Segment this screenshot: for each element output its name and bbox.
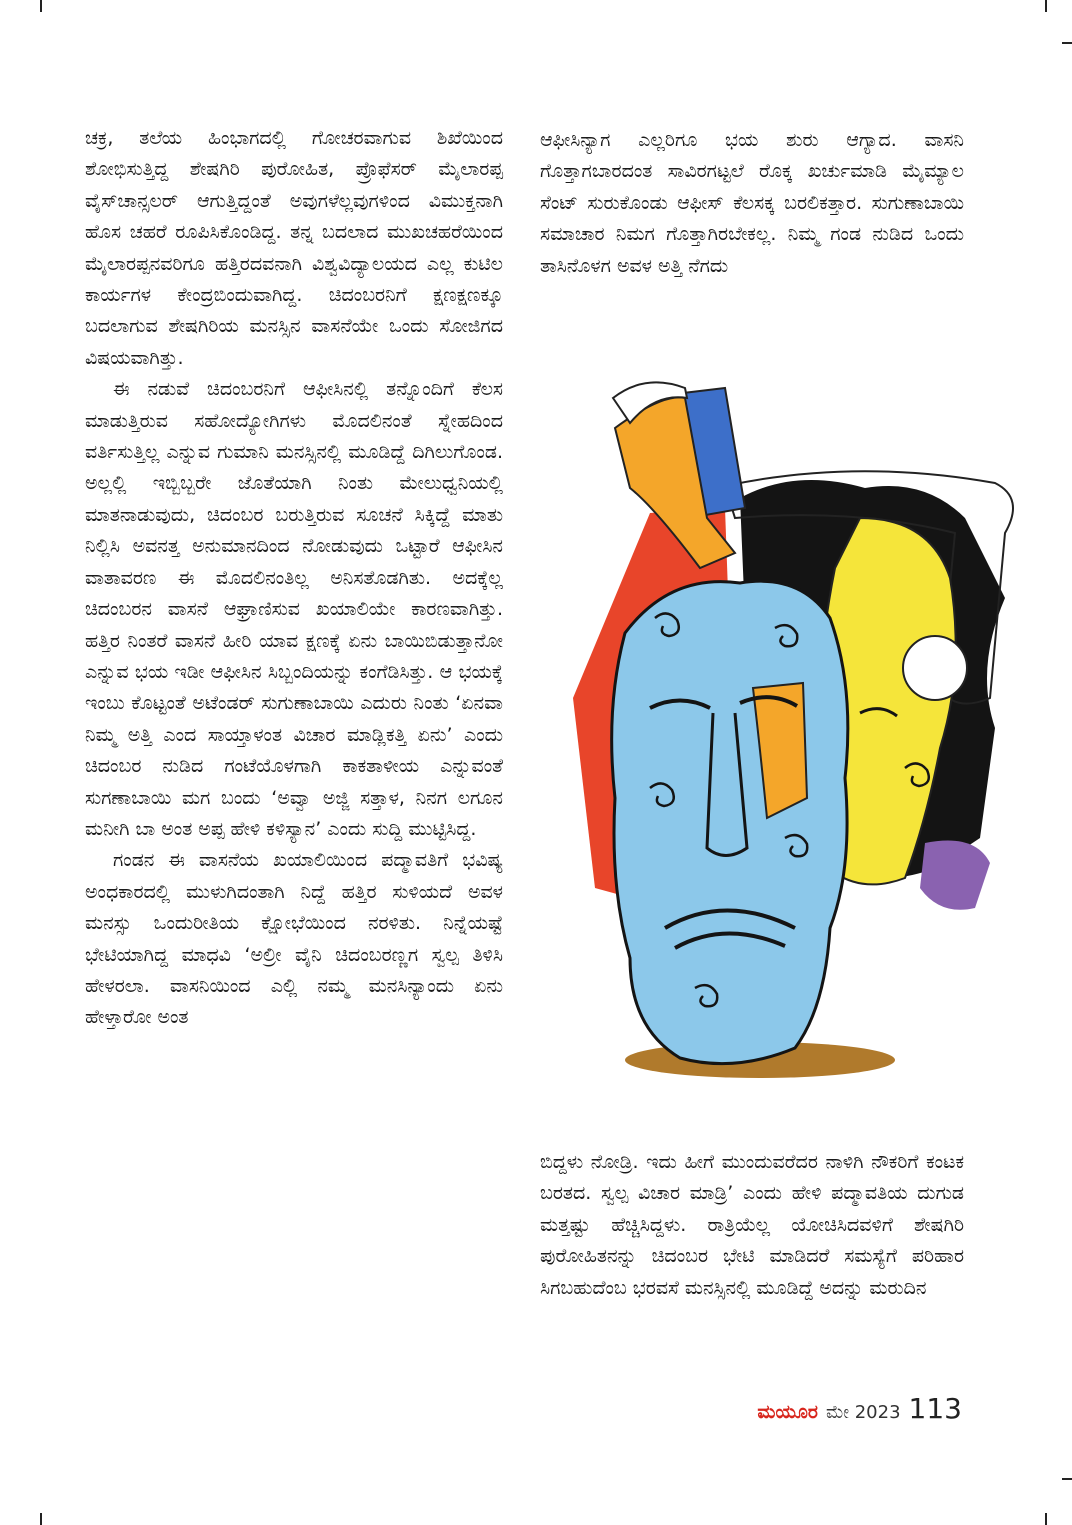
page-footer [757, 1392, 962, 1425]
crop-mark-bottom-left [40, 1513, 42, 1525]
issue-date: ಮೇ 2023 [825, 1402, 901, 1423]
crop-mark-top-right [1045, 0, 1047, 12]
crop-mark-top-left [40, 0, 42, 12]
paragraph: ಆಫೀಸಿನ್ಯಾಗ ಎಲ್ಲರಿಗೂ ಭಯ ಶುರು ಆಗ್ಯಾದ. ವಾಸನಿ ಗೊತ್ತಾಗಬಾರದಂತ ಸಾವಿರಗಟ್ಟಲೆ ರೊಕ್ಕ ಖರ್ಚುಮಾಡಿ ಮೈಮ್ಯಾಲ ಸೆಂಟ್ ಸುರುಕೊಂಡು ಆಫೀಸ್ ಕೆಲಸಕ್ಕ ಬರಲಿಕತ್ತಾರ. ಸುಗುಣಾಬಾಯಿ ಸಮಾಚಾರ ನಿಮಗ ಗೊತ್ತಾಗಿರಬೇಕಲ್ಲ. ನಿಮ್ಮ ಗಂಡ ನುಡಿದ ಒಂದು ತಾಸಿನೊಳಗ ಅವಳ ಅತ್ತಿ ನೆಗದು [540, 129, 964, 277]
magazine-name: ಮಯೂರ [757, 1401, 818, 1423]
crop-mark-right-lower [1062, 1478, 1072, 1480]
crop-mark-right-upper [1062, 42, 1072, 44]
purple-shape [920, 841, 990, 910]
page-number: 113 [908, 1392, 962, 1425]
paragraph: ಚಕ್ರ, ತಲೆಯ ಹಿಂಭಾಗದಲ್ಲಿ ಗೋಚರವಾಗುವ ಶಿಖೆಯಿಂದ ಶೋಭಿಸುತ್ತಿದ್ದ ಶೇಷಗಿರಿ ಪುರೋಹಿತ, ಪ್ರೊಫೆಸರ್ ಮೈಲಾರಪ್ಪ ವೈಸ್‌ಚಾನ್ಸಲರ್ ಆಗುತ್ತಿದ್ದಂತೆ ಅವುಗಳೆಲ್ಲವುಗಳಿಂದ ವಿಮುಕ್ತನಾಗಿ ಹೊಸ ಚಹರೆ ರೂಪಿಸಿಕೊಂಡಿದ್ದ. ತನ್ನ ಬದಲಾದ ಮುಖಚಹರೆಯಿಂದ ಮೈಲಾರಪ್ಪನವರಿಗೂ ಹತ್ತಿರದವನಾಗಿ ವಿಶ್ವವಿದ್ಯಾಲಯದ ಎಲ್ಲ ಕುಟಿಲ ಕಾರ್ಯಗಳ ಕೇಂದ್ರಬಿಂದುವಾಗಿದ್ದ. ಚಿದಂಬರನಿಗೆ ಕ್ಷಣಕ್ಷಣಕ್ಕೂ ಬದಲಾಗುವ ಶೇಷಗಿರಿಯ ಮನಸ್ಸಿನ ವಾಸನೆಯೇ ಒಂದು ಸೋಜಿಗದ ವಿಷಯವಾಗಿತ್ತು. [85, 127, 503, 369]
right-text-column-bottom [540, 1147, 964, 1304]
paragraph: ಈ ನಡುವೆ ಚಿದಂಬರನಿಗೆ ಆಫೀಸಿನಲ್ಲಿ ತನ್ನೊಂದಿಗೆ ಕೆಲಸ ಮಾಡುತ್ತಿರುವ ಸಹೋದ್ಯೋಗಿಗಳು ಮೊದಲಿನಂತೆ ಸ್ನೇಹದಿಂದ ವರ್ತಿಸುತ್ತಿಲ್ಲ ಎನ್ನುವ ಗುಮಾನಿ ಮನಸ್ಸಿನಲ್ಲಿ ಮೂಡಿದ್ದೆ ದಿಗಿಲುಗೊಂಡ. ಅಲ್ಲಲ್ಲಿ ಇಬ್ಬಿಬ್ಬರೇ ಜೊತೆಯಾಗಿ ನಿಂತು ಮೇಲುಧ್ವನಿಯಲ್ಲಿ ಮಾತನಾಡುವುದು, ಚಿದಂಬರ ಬರುತ್ತಿರುವ ಸೂಚನೆ ಸಿಕ್ಕಿದ್ದೆ ಮಾತು ನಿಲ್ಲಿಸಿ ಅವನತ್ತ ಅನುಮಾನದಿಂದ ನೋಡುವುದು ಒಟ್ಟಾರೆ ಆಫೀಸಿನ ವಾತಾವರಣ ಈ ಮೊದಲಿನಂತಿಲ್ಲ ಅನಿಸತೊಡಗಿತು. ಅದಕ್ಕೆಲ್ಲ ಚಿದಂಬರನ ವಾಸನೆ ಆಘ್ರಾಣಿಸುವ ಖಯಾಲಿಯೇ ಕಾರಣವಾಗಿತ್ತು. ಹತ್ತಿರ ನಿಂತರೆ ವಾಸನೆ ಹೀರಿ ಯಾವ ಕ್ಷಣಕ್ಕೆ ಏನು ಬಾಯಿಬಿಡುತ್ತಾನೋ ಎನ್ನುವ ಭಯ ಇಡೀ ಆಫೀಸಿನ ಸಿಬ್ಬಂದಿಯನ್ನು ಕಂಗೆಡಿಸಿತ್ತು. ಆ ಭಯಕ್ಕೆ ಇಂಬು ಕೊಟ್ಟಂತೆ ಅಟೆಂಡರ್ ಸುಗುಣಾಬಾಯಿ ಎದುರು ನಿಂತು ‘ಏನವಾ ನಿಮ್ಮ ಅತ್ತಿ ಎಂದ ಸಾಯ್ತಾಳಂತ ವಿಚಾರ ಮಾಡ್ಲಿಕತ್ತಿ ಏನು’ ಎಂದು ಚಿದಂಬರ ನುಡಿದ ಗಂಟೆಯೊಳಗಾಗಿ ಕಾಕತಾಳೀಯ ಎನ್ನುವಂತೆ ಸುಗಣಾಬಾಯಿ ಮಗ ಬಂದು ‘ಅವ್ವಾ ಅಜ್ಜಿ ಸತ್ತಾಳ, ನಿನಗ ಲಗೂನ ಮನೀಗಿ ಬಾ ಅಂತ ಅಪ್ಪ ಹೇಳಿ ಕಳಿಸ್ಯಾನ’ ಎಂದು ಸುದ್ದಿ ಮುಟ್ಟಿಸಿದ್ದ. [85, 378, 503, 840]
right-text-column-top [540, 125, 964, 282]
paragraph: ಬಿದ್ದಳು ನೋಡ್ರಿ. ಇದು ಹೀಗೆ ಮುಂದುವರೆದರ ನಾಳಿಗಿ ನೌಕರಿಗೆ ಕಂಟಕ ಬರತದ. ಸ್ವಲ್ಪ ವಿಚಾರ ಮಾಡ್ರಿ’ ಎಂದು ಹೇಳಿ ಪದ್ಮಾವತಿಯ ದುಗುಡ ಮತ್ತಷ್ಟು ಹೆಚ್ಚಿಸಿದ್ದಳು. ರಾತ್ರಿಯೆಲ್ಲ ಯೋಚಿಸಿದವಳಿಗೆ ಶೇಷಗಿರಿ ಪುರೋಹಿತನನ್ನು ಚಿದಂಬರ ಭೇಟಿ ಮಾಡಿದರೆ ಸಮಸ್ಯೆಗೆ ಪರಿಹಾರ ಸಿಗಬಹುದೆಂಬ ಭರವಸೆ ಮನಸ್ಸಿನಲ್ಲಿ ಮೂಡಿದ್ದೆ ಅದನ್ನು ಮರುದಿನ [540, 1151, 964, 1299]
blue-face [612, 581, 848, 1063]
crop-mark-bottom-right [1045, 1513, 1047, 1525]
faces-illustration [535, 368, 1035, 1088]
white-ear [903, 636, 967, 700]
paragraph: ಗಂಡನ ಈ ವಾಸನೆಯ ಖಯಾಲಿಯಿಂದ ಪದ್ಮಾವತಿಗೆ ಭವಿಷ್ಯ ಅಂಧಕಾರದಲ್ಲಿ ಮುಳುಗಿದಂತಾಗಿ ನಿದ್ದೆ ಹತ್ತಿರ ಸುಳಿಯದೆ ಅವಳ ಮನಸ್ಸು ಒಂದುರೀತಿಯ ಕ್ಷೋಭೆಯಿಂದ ನರಳಿತು. ನಿನ್ನೆಯಷ್ಟೆ ಭೇಟಿಯಾಗಿದ್ದ ಮಾಧವಿ ‘ಅಲ್ರೀ ವೈನಿ ಚಿದಂಬರಣ್ಣಗ ಸ್ವಲ್ಪ ತಿಳಿಸಿ ಹೇಳರಲಾ. ವಾಸನಿಯಿಂದ ಎಲ್ಲಿ ನಮ್ಮ ಮನಸಿನ್ಯಾಂದು ಏನು ಹೇಳ್ತಾರೋ ಅಂತ [85, 849, 503, 1029]
left-text-column [85, 123, 503, 1034]
